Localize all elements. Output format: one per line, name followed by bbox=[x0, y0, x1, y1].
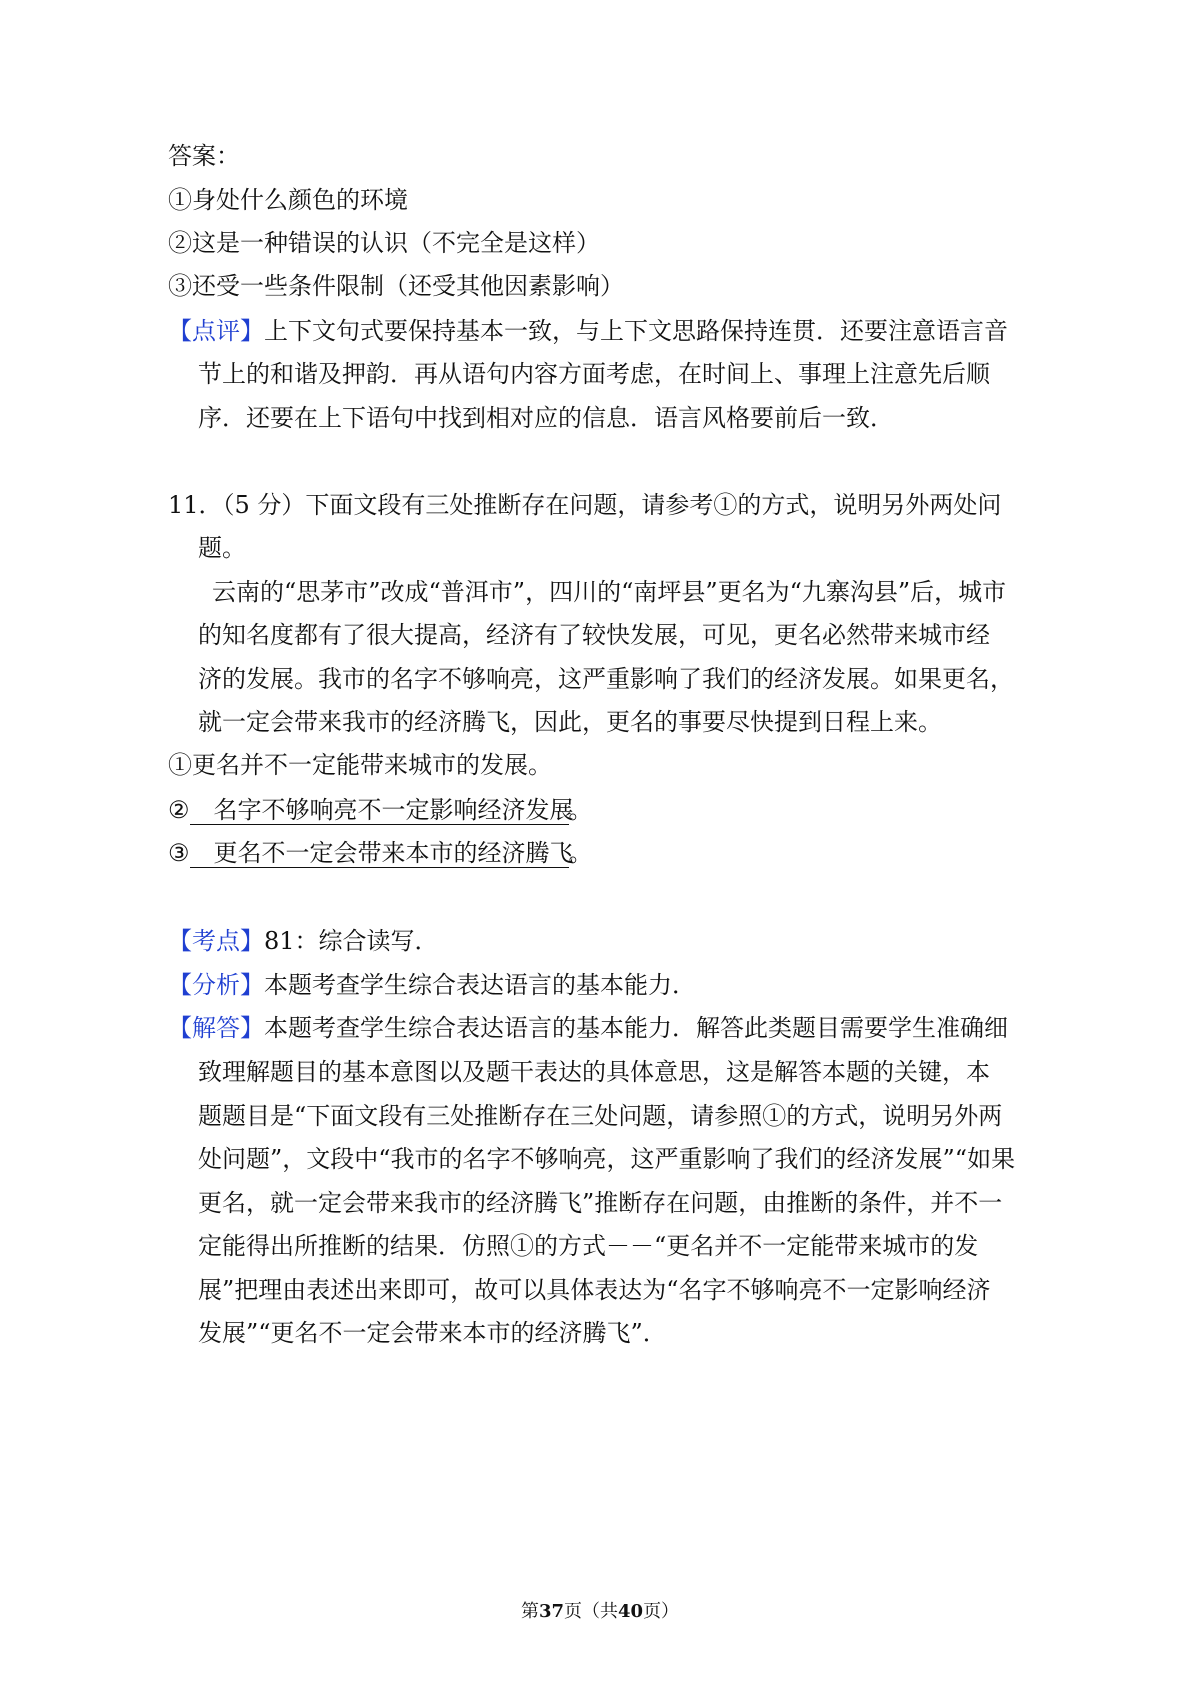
question-item-1: ①更名并不一定能带来城市的发展。 bbox=[168, 751, 552, 779]
passage-line-4: 就一定会带来我市的经济腾飞，因此，更名的事要尽快提到日程上来。 bbox=[198, 708, 942, 736]
kaodian-tag: 【考点】 bbox=[168, 927, 264, 955]
item-3-answer-blank bbox=[190, 839, 574, 868]
item-3-answer: 更名不一定会带来本市的经济腾飞 bbox=[213, 839, 574, 867]
comment-tag: 【点评】 bbox=[168, 317, 264, 345]
answer-heading: 答案： bbox=[168, 142, 240, 170]
item-3-end: 。 bbox=[568, 839, 593, 867]
footer-middle: 页（共 bbox=[564, 1601, 618, 1622]
footer-page-number: 37 bbox=[538, 1601, 564, 1622]
question-stem-1: 11．（5 分）下面文段有三处推断存在问题，请参考①的方式，说明另外两处问 bbox=[168, 491, 1002, 519]
jieda-line-5: 更名，就一定会带来我市的经济腾飞”推断存在问题，由推断的条件，并不一 bbox=[198, 1189, 1003, 1217]
question-item-3 bbox=[168, 838, 593, 868]
footer-total-pages: 40 bbox=[618, 1601, 644, 1622]
answer-line-2: ②这是一种错误的认识（不完全是这样） bbox=[168, 229, 600, 257]
fenxi-tag: 【分析】 bbox=[168, 971, 264, 999]
jieda-line-4: 处问题”，文段中“我市的名字不够响亮，这严重影响了我们的经济发展”“如果 bbox=[198, 1145, 1016, 1173]
item-2-answer: 名字不够响亮不一定影响经济发展 bbox=[213, 796, 574, 824]
jieda-line-7: 展”把理由表述出来即可，故可以具体表达为“名字不够响亮不一定影响经济 bbox=[198, 1276, 991, 1304]
comment-text: 上下文句式要保持基本一致，与上下文思路保持连贯．还要注意语言音 bbox=[264, 317, 1008, 345]
jieda-line-6: 定能得出所推断的结果．仿照①的方式－－“更名并不一定能带来城市的发 bbox=[198, 1232, 979, 1260]
item-3-number: ③ bbox=[168, 839, 190, 867]
kaodian-text: 81：综合读写． bbox=[264, 927, 439, 955]
item-2-answer-blank bbox=[190, 796, 574, 825]
footer-suffix: 页） bbox=[643, 1601, 680, 1622]
jieda-text: 本题考查学生综合表达语言的基本能力．解答此类题目需要学生准确细 bbox=[264, 1014, 1008, 1042]
jieda-line-1 bbox=[168, 1013, 1008, 1043]
jieda-line-3: 题题目是“下面文段有三处推断存在三处问题，请参照①的方式，说明另外两 bbox=[198, 1102, 1003, 1130]
item-2-number: ② bbox=[168, 796, 190, 824]
passage-line-1: 云南的“思茅市”改成“普洱市”，四川的“南坪县”更名为“九寨沟县”后，城市 bbox=[212, 578, 1007, 606]
question-item-2 bbox=[168, 795, 593, 825]
jieda-line-2: 致理解题目的基本意图以及题干表达的具体意思，这是解答本题的关键，本 bbox=[198, 1058, 990, 1086]
page-footer bbox=[0, 1600, 1200, 1624]
answer-line-3: ③还受一些条件限制（还受其他因素影响） bbox=[168, 272, 624, 300]
comment-line-2: 节上的和谐及押韵．再从语句内容方面考虑，在时间上、事理上注意先后顺 bbox=[198, 360, 990, 388]
passage-line-2: 的知名度都有了很大提高，经济有了较快发展，可见，更名必然带来城市经 bbox=[198, 621, 990, 649]
jieda-tag: 【解答】 bbox=[168, 1014, 264, 1042]
comment-line-1 bbox=[168, 316, 1008, 346]
question-stem-2: 题。 bbox=[198, 534, 246, 562]
fenxi-line bbox=[168, 970, 696, 1000]
comment-line-3: 序．还要在上下语句中找到相对应的信息．语言风格要前后一致． bbox=[198, 404, 894, 432]
kaodian-line bbox=[168, 926, 439, 956]
jieda-line-8: 发展”“更名不一定会带来本市的经济腾飞”． bbox=[198, 1319, 667, 1347]
passage-line-3: 济的发展。我市的名字不够响亮，这严重影响了我们的经济发展。如果更名， bbox=[198, 665, 1014, 693]
answer-line-1: ①身处什么颜色的环境 bbox=[168, 186, 408, 214]
item-2-end: 。 bbox=[568, 796, 593, 824]
footer-prefix: 第 bbox=[520, 1601, 539, 1622]
fenxi-text: 本题考查学生综合表达语言的基本能力． bbox=[264, 971, 696, 999]
